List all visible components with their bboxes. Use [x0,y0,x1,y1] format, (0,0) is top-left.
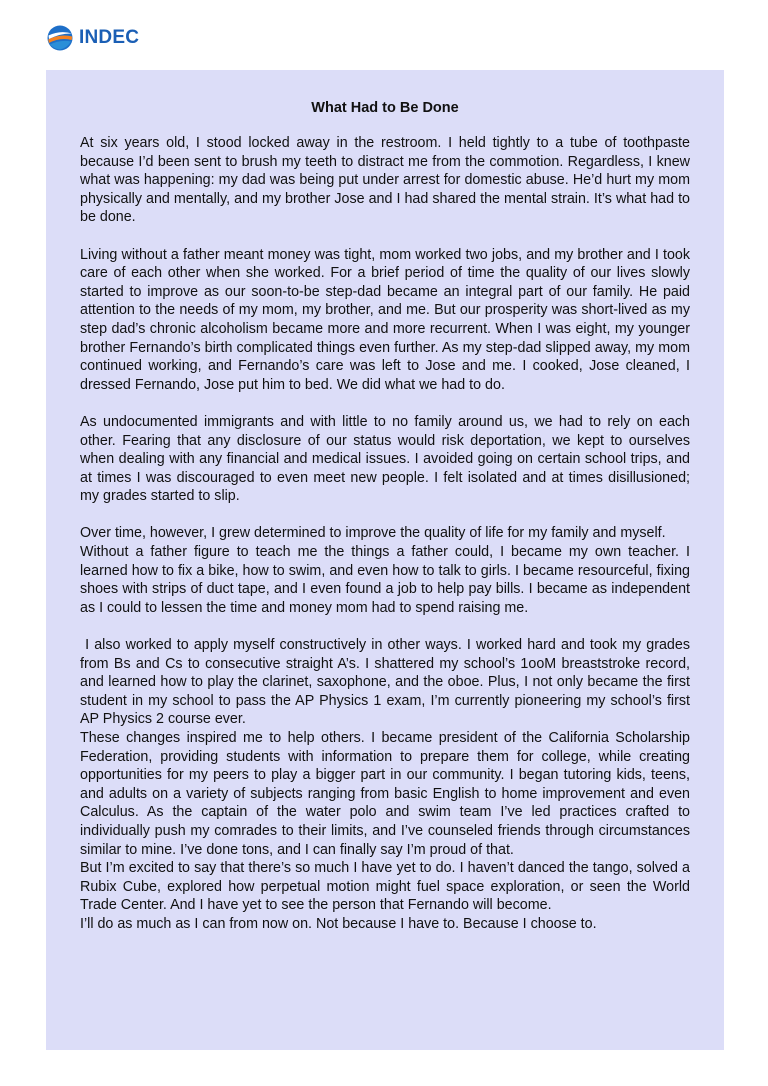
essay-paragraph: But I’m excited to say that there’s so much I have yet to do. I haven’t danced the tango, solved a Rubix Cube, explored how perpetual motion might fuel space exploration, or seen the World Trade Center. And I have yet to see the person that Fernando will become. [80,860,690,914]
essay-document [46,70,724,1050]
essay-title: What Had to Be Done [311,100,459,116]
indec-logo-icon [46,24,74,52]
header [46,22,139,54]
essay-paragraph: Over time, however, I grew determined to improve the quality of life for my family and myself. [80,525,666,542]
brand-name: INDEC [79,27,140,48]
essay-paragraph: At six years old, I stood locked away in the restroom. I held tightly to a tube of toothpaste because I’d been sent to brush my teeth to distract me from the commotion. Regardless, I knew what was happening: my dad was being put under arrest for domestic abuse. He’d hurt my mom physically and mentally, and my brother Jose and I had shared the mental strain. It’s what had to be done. [80,135,690,226]
essay-paragraph: These changes inspired me to help others. I became president of the California Scholarship Federation, providing students with information to prepare them for college, while creating opportunities for my peers to play a bigger part in our community. I began tutoring kids, teens, and adults on a variety of subjects ranging from basic English to home improvement and even Calculus. As the captain of the water polo and swim team I’ve led practices crafted to individually push my comrades to their limits, and I’ve counseled friends through circumstances similar to mine. I’ve done tons, and I can finally say I’m proud of that. [80,730,690,858]
essay-paragraph: I’ll do as much as I can from now on. Not because I have to. Because I choose to. [80,915,597,932]
essay-paragraph: Living without a father meant money was tight, mom worked two jobs, and my brother and I took care of each other when she worked. For a brief period of time the quality of our lives slowly started to improve as our soon-to-be step-dad became an integral part of our family. He paid attention to the needs of my mom, my brother, and me. But our prosperity was short-lived as my step dad’s chronic alcoholism became more and more recurrent. When I was eight, my younger brother Fernando’s birth complicated things even further. As my step-dad slipped away, my mom continued working, and Fernando’s care was left to Jose and me. I cooked, Jose cleaned, I dressed Fernando, Jose put him to bed. We did what we had to do. [80,246,690,393]
essay-paragraph: As undocumented immigrants and with little to no family around us, we had to rely on each other. Fearing that any disclosure of our status would risk deportation, we kept to ourselves when dealing with any financial and medical issues. I avoided going on certain school trips, and at times I was discouraged to even meet new people. I felt isolated and at times disillusioned; my grades started to slip. [80,413,690,505]
essay-paragraph: I also worked to apply myself constructively in other ways. I worked hard and took my grades from Bs and Cs to consecutive straight A’s. I shattered my school’s 1ooM breaststroke record, and learned how to play the clarinet, saxophone, and the oboe. Plus, I not only became the first student in my school to pass the AP Physics 1 exam, I’m currently pioneering my school’s first AP Physics 2 course ever. [80,637,694,728]
essay-paragraph: Without a father figure to teach me the things a father could, I became my own teacher. I learned how to fix a bike, how to swim, and even how to talk to girls. I became resourceful, fixing shoes with strips of duct tape, and I even found a job to help pay bills. I became as independent as I could to lessen the time and money mom had to spend raising me. [80,544,690,616]
